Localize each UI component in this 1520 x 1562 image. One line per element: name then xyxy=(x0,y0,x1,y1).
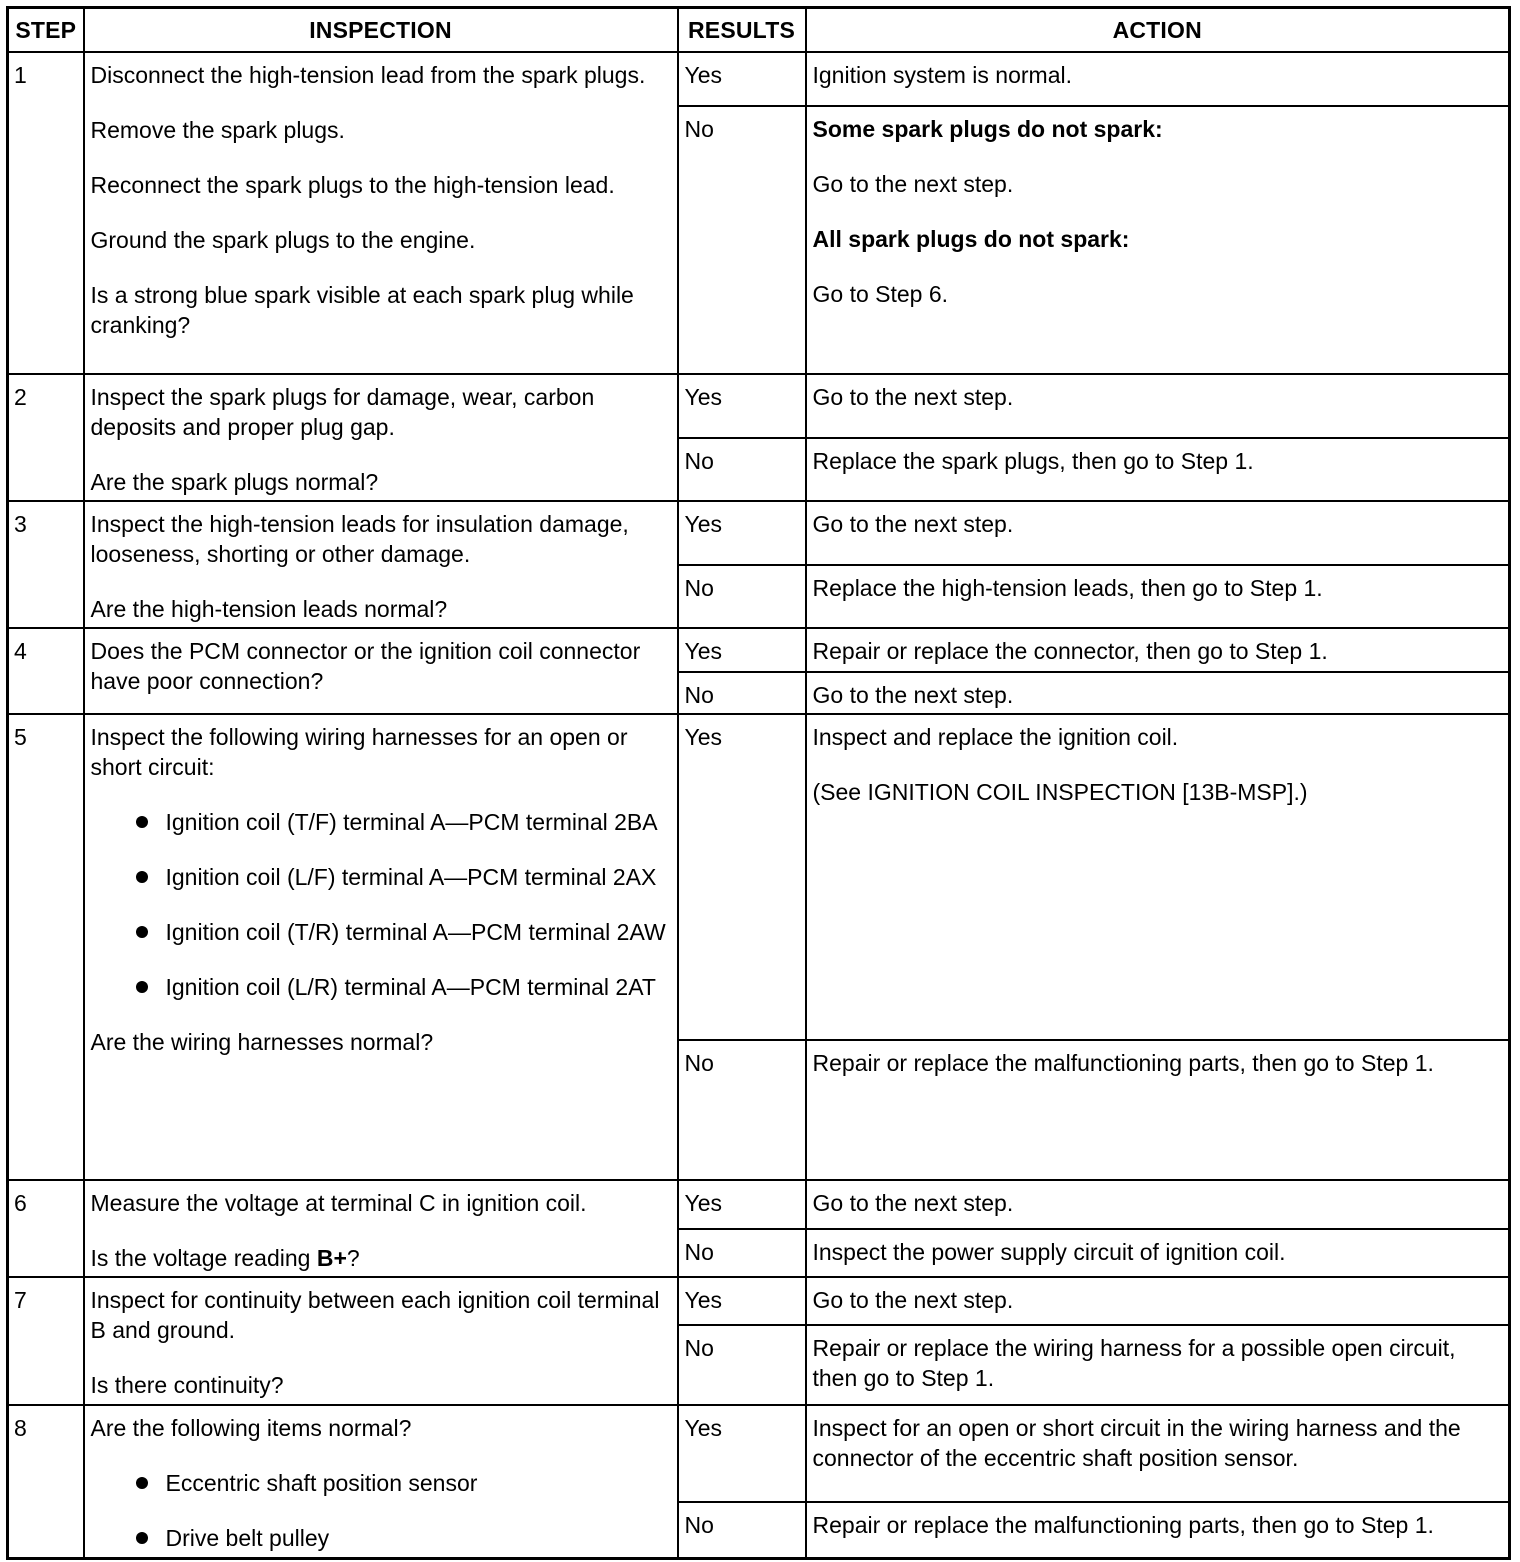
header-step: STEP xyxy=(8,8,84,53)
result-no: No xyxy=(678,1325,806,1405)
list-item: Ignition coil (L/F) terminal A—PCM terminal 2AX xyxy=(91,862,671,892)
result-no: No xyxy=(678,1502,806,1558)
action-reference: (See IGNITION COIL INSPECTION [13B-MSP].) xyxy=(812,779,1308,805)
table-row xyxy=(8,714,1510,1040)
action-yes: Go to the next step. xyxy=(806,374,1510,438)
inspection-text: Inspect the spark plugs for damage, wear, carbon deposits and proper plug gap. xyxy=(90,384,595,440)
troubleshooting-table xyxy=(6,6,1511,1560)
bullet-icon xyxy=(136,1532,148,1544)
table-row xyxy=(8,52,1510,106)
list-item: Ignition coil (T/R) terminal A—PCM terminal 2AW xyxy=(91,917,671,947)
inspection-text: Measure the voltage at terminal C in ignition coil. xyxy=(90,1190,587,1216)
inspection-text: Ground the spark plugs to the engine. xyxy=(90,227,476,253)
result-yes: Yes xyxy=(678,374,806,438)
list-item: Ignition coil (T/F) terminal A—PCM terminal 2BA xyxy=(91,807,671,837)
step-number: 3 xyxy=(8,501,84,628)
inspection-cell xyxy=(84,1180,678,1277)
inspection-cell xyxy=(84,501,678,628)
header-inspection: INSPECTION xyxy=(84,8,678,53)
step-number: 8 xyxy=(8,1405,84,1558)
inspection-question: Are the wiring harnesses normal? xyxy=(90,1029,434,1055)
inspection-text: Disconnect the high-tension lead from the spark plugs. xyxy=(90,62,646,88)
action-yes: Go to the next step. xyxy=(806,1180,1510,1229)
action-yes xyxy=(806,714,1510,1040)
header-results: RESULTS xyxy=(678,8,806,53)
inspection-question: Is the voltage reading B+? xyxy=(90,1245,360,1271)
bullet-icon xyxy=(136,816,148,828)
action-yes: Ignition system is normal. xyxy=(806,52,1510,106)
result-no: No xyxy=(678,1229,806,1277)
result-yes: Yes xyxy=(678,628,806,672)
inspection-question: Are the high-tension leads normal? xyxy=(90,596,448,622)
harness-list xyxy=(91,807,671,1002)
result-yes: Yes xyxy=(678,1277,806,1325)
inspection-text: Remove the spark plugs. xyxy=(90,117,345,143)
action-no: Repair or replace the wiring harness for a possible open circuit, then go to Step 1. xyxy=(806,1325,1510,1405)
table-row xyxy=(8,1405,1510,1502)
inspection-text: Reconnect the spark plugs to the high-tension lead. xyxy=(90,172,615,198)
list-item: Drive belt pulley xyxy=(91,1523,671,1553)
action-yes: Inspect for an open or short circuit in the wiring harness and the connector of the eccentric shaft position sensor. xyxy=(806,1405,1510,1502)
list-item: Ignition coil (L/R) terminal A—PCM terminal 2AT xyxy=(91,972,671,1002)
inspection-text: Inspect for continuity between each ignition coil terminal B and ground. xyxy=(90,1287,660,1343)
result-yes: Yes xyxy=(678,52,806,106)
inspection-text: Inspect the following wiring harnesses for an open or short circuit: xyxy=(90,724,628,780)
table-row xyxy=(8,1277,1510,1325)
inspection-text: Inspect the high-tension leads for insulation damage, looseness, shorting or other damage. xyxy=(90,511,629,567)
list-item: Eccentric shaft position sensor xyxy=(91,1468,671,1498)
step-number: 4 xyxy=(8,628,84,714)
action-no: Repair or replace the malfunctioning parts, then go to Step 1. xyxy=(806,1040,1510,1180)
action-text: Go to Step 6. xyxy=(812,281,949,307)
action-no: Repair or replace the malfunctioning parts, then go to Step 1. xyxy=(806,1502,1510,1558)
step-number: 7 xyxy=(8,1277,84,1405)
inspection-question: Does the PCM connector or the ignition coil connector have poor connection? xyxy=(90,638,641,694)
step-number: 1 xyxy=(8,52,84,374)
step-number: 5 xyxy=(8,714,84,1180)
bullet-icon xyxy=(136,1477,148,1489)
items-list xyxy=(91,1468,671,1553)
header-row xyxy=(8,8,1510,53)
inspection-cell xyxy=(84,52,678,374)
inspection-question: Is there continuity? xyxy=(90,1372,284,1398)
action-yes: Go to the next step. xyxy=(806,1277,1510,1325)
table-row xyxy=(8,628,1510,672)
inspection-cell xyxy=(84,714,678,1180)
result-no: No xyxy=(678,565,806,628)
inspection-question: Is a strong blue spark visible at each spark plug while cranking? xyxy=(90,282,634,338)
action-text: Go to the next step. xyxy=(812,171,1014,197)
step-number: 2 xyxy=(8,374,84,501)
bullet-icon xyxy=(136,926,148,938)
inspection-question: Are the following items normal? xyxy=(90,1415,412,1441)
result-yes: Yes xyxy=(678,501,806,565)
inspection-cell xyxy=(84,628,678,714)
result-yes: Yes xyxy=(678,1180,806,1229)
action-heading: Some spark plugs do not spark: xyxy=(812,116,1163,142)
result-no: No xyxy=(678,1040,806,1180)
inspection-question: Are the spark plugs normal? xyxy=(90,469,379,495)
result-no: No xyxy=(678,672,806,714)
table-row xyxy=(8,501,1510,565)
table-row xyxy=(8,1180,1510,1229)
inspection-cell xyxy=(84,1277,678,1405)
action-yes: Go to the next step. xyxy=(806,501,1510,565)
inspection-cell xyxy=(84,374,678,501)
bullet-icon xyxy=(136,871,148,883)
result-yes: Yes xyxy=(678,1405,806,1502)
action-no: Go to the next step. xyxy=(806,672,1510,714)
inspection-cell xyxy=(84,1405,678,1558)
action-no: Replace the high-tension leads, then go to Step 1. xyxy=(806,565,1510,628)
action-text: Inspect and replace the ignition coil. xyxy=(812,724,1179,750)
action-heading: All spark plugs do not spark: xyxy=(812,226,1130,252)
action-no: Inspect the power supply circuit of ignition coil. xyxy=(806,1229,1510,1277)
action-yes: Repair or replace the connector, then go to Step 1. xyxy=(806,628,1510,672)
result-no: No xyxy=(678,106,806,374)
step-number: 6 xyxy=(8,1180,84,1277)
result-yes: Yes xyxy=(678,714,806,1040)
action-no xyxy=(806,106,1510,374)
action-no: Replace the spark plugs, then go to Step 1. xyxy=(806,438,1510,501)
bullet-icon xyxy=(136,981,148,993)
result-no: No xyxy=(678,438,806,501)
header-action: ACTION xyxy=(806,8,1510,53)
table-row xyxy=(8,374,1510,438)
